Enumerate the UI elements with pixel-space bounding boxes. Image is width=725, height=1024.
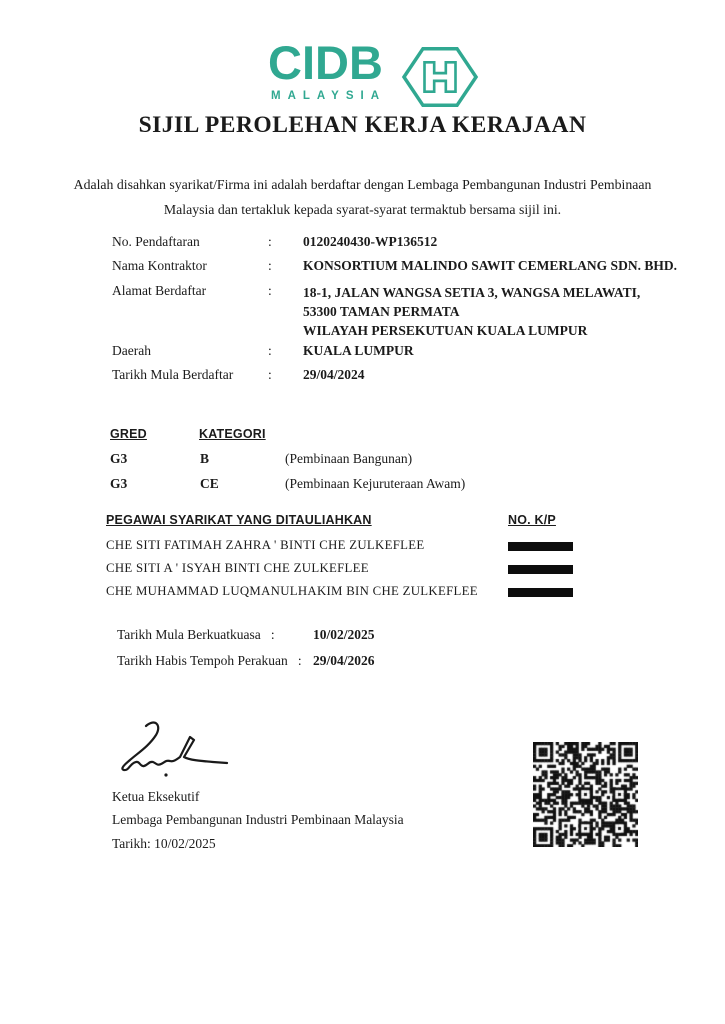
detail-row-district	[112, 343, 414, 359]
grade-row-2-kategori: CE	[200, 476, 219, 491]
cidb-hexagon-icon	[400, 46, 480, 112]
detail-colon: :	[268, 367, 272, 382]
registered-address-value	[303, 283, 640, 340]
grade-row-2-gred: G3	[110, 476, 128, 491]
validity-colon: :	[297, 653, 302, 668]
signatory-title: Ketua Eksekutif	[112, 789, 200, 804]
validity-end-label: Tarikh Habis Tempoh Perakuan	[117, 653, 288, 668]
detail-label: Alamat Berdaftar	[112, 283, 207, 298]
detail-colon: :	[268, 283, 272, 298]
cidb-brand-text: CIDB	[268, 36, 383, 89]
grade-row-1-gred: G3	[110, 451, 128, 466]
cidb-logo-text	[268, 36, 386, 102]
validity-row-end	[117, 653, 302, 669]
redacted-ic-bar-1	[508, 542, 573, 551]
intro-line-2: Malaysia dan tertakluk kepada syarat-syarat termaktub bersama sijil ini.	[163, 202, 562, 217]
cidb-malaysia-text: MALAYSIA	[271, 90, 386, 102]
detail-colon: :	[268, 343, 272, 358]
detail-row-registration-start-date	[112, 367, 365, 383]
address-line-1: 18-1, JALAN WANGSA SETIA 3, WANGSA MELAWATI,	[303, 285, 641, 300]
validity-start-label: Tarikh Mula Berkuatkuasa	[117, 627, 261, 642]
intro-line-1: Adalah disahkan syarikat/Firma ini adalah berdaftar dengan Lembaga Pembangunan Industri Pembinaan	[73, 177, 652, 192]
detail-label: No. Pendaftaran	[112, 234, 200, 249]
address-line-3: WILAYAH PERSEKUTUAN KUALA LUMPUR	[303, 323, 588, 338]
validity-start-value: 10/02/2025	[313, 627, 375, 642]
grade-row-1-description: (Pembinaan Bangunan)	[285, 451, 413, 466]
cidb-logo	[268, 36, 480, 112]
officers-heading: PEGAWAI SYARIKAT YANG DITAULIAHKAN	[106, 513, 372, 527]
registration-number-value: 0120240430-WP136512	[303, 234, 438, 249]
qr-code	[533, 742, 638, 847]
detail-label: Nama Kontraktor	[112, 258, 207, 273]
page-title: SIJIL PEROLEHAN KERJA KERAJAAN	[138, 112, 587, 138]
redacted-ic-bar-3	[508, 588, 573, 597]
officer-name-2: CHE SITI A ' ISYAH BINTI CHE ZULKEFLEE	[106, 561, 369, 575]
officer-name-1: CHE SITI FATIMAH ZAHRA ' BINTI CHE ZULKEFLEE	[106, 538, 425, 552]
grade-row-1-kategori: B	[200, 451, 210, 466]
address-line-2: 53300 TAMAN PERMATA	[303, 304, 460, 319]
issue-date: Tarikh: 10/02/2025	[112, 836, 216, 851]
detail-colon: :	[268, 258, 272, 273]
registration-start-date-value: 29/04/2024	[303, 367, 365, 382]
detail-colon: :	[268, 234, 272, 249]
ic-number-heading: NO. K/P	[508, 513, 556, 527]
district-value: KUALA LUMPUR	[303, 343, 414, 358]
validity-end-value: 29/04/2026	[313, 653, 375, 668]
officer-name-3: CHE MUHAMMAD LUQMANULHAKIM BIN CHE ZULKEFLEE	[106, 584, 478, 598]
detail-row-contractor-name	[112, 258, 677, 274]
intro-paragraph	[0, 172, 725, 222]
detail-label: Tarikh Mula Berdaftar	[112, 367, 234, 382]
contractor-name-value: KONSORTIUM MALINDO SAWIT CEMERLANG SDN. BHD.	[303, 258, 677, 273]
validity-row-start	[117, 627, 275, 643]
detail-row-registration-number	[112, 234, 437, 250]
detail-label: Daerah	[112, 343, 151, 358]
signature-scribble	[113, 716, 238, 784]
gred-column-header: GRED	[110, 427, 147, 441]
validity-colon: :	[270, 627, 275, 642]
grade-row-2-description: (Pembinaan Kejuruteraan Awam)	[285, 476, 466, 491]
kategori-column-header: KATEGORI	[199, 427, 266, 441]
redacted-ic-bar-2	[508, 565, 573, 574]
detail-row-registered-address	[112, 283, 640, 340]
organization-name: Lembaga Pembangunan Industri Pembinaan Malaysia	[112, 812, 404, 827]
